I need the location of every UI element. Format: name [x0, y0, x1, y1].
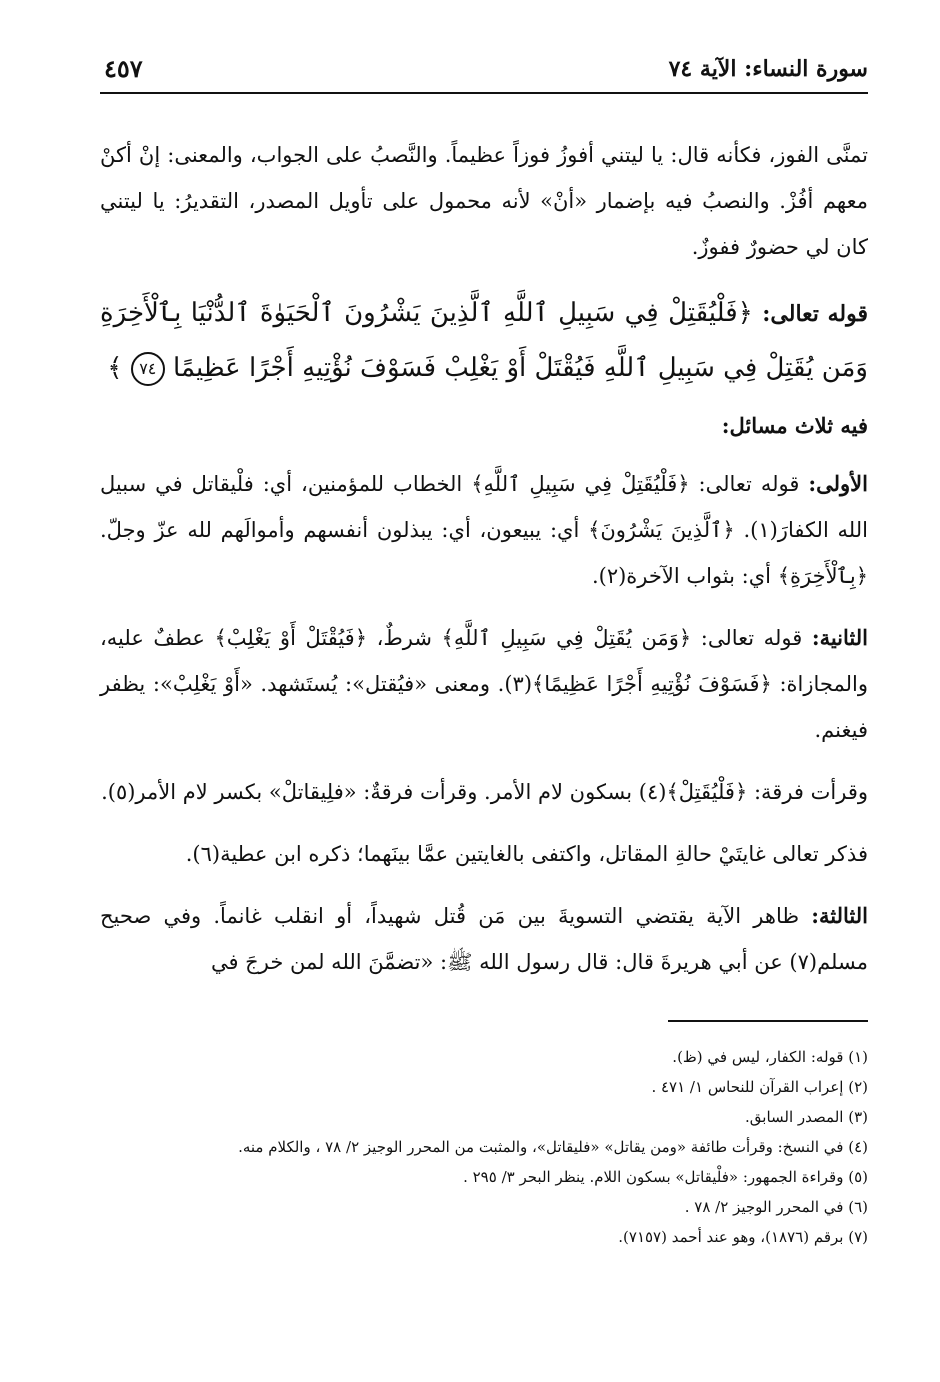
issue-second-text: قوله تعالى: ﴿وَمَن يُقَتِلْ فِي سَبِيلِ ٱللَّهِ﴾ شرطٌ، ﴿فَيُقْتَلْ أَوْ يَغْلِبْ﴾ عطفٌ عليه، والمجازاة: ﴿فَسَوْفَ نُؤْتِيهِ أَجْرًا عَظِيمًا﴾(٣). ومعنى «فيُقتل»: يُستَشهد. «أَوْ يَغْلِبْ»: يظفر فيغنم. [100, 626, 868, 742]
quran-verse-block [100, 286, 868, 395]
section-heading: فيه ثلاث مسائل: [721, 413, 868, 438]
quran-verse-text: ﴿فَلْيُقَتِلْ فِي سَبِيلِ ٱللَّهِ ٱلَّذِينَ يَشْرُونَ ٱلْحَيَوٰةَ ٱلدُّنْيَا بِٱلْأَخِرَةِ وَمَن يُقَتِلْ فِي سَبِيلِ ٱللَّهِ فَيُقْتَلْ أَوْ يَغْلِبْ فَسَوْفَ نُؤْتِيهِ أَجْرًا عَظِيمًا [100, 298, 868, 383]
header-title: سورة النساء: الآية ٧٤ [668, 56, 868, 82]
intro-paragraph: تمنَّى الفوز، فكأنه قال: يا ليتني أفوزُ فوزاً عظيماً. والنَّصبُ على الجواب، والمعنى: إنْ أكنْ معهم أفُزْ. والنصبُ فيه بإضمار «أنْ» لأنه محمول على تأويل المصدر، التقديرُ: يا ليتني كان لي حضورٌ ففوزٌ. [100, 143, 868, 259]
quran-close-bracket: ﴾ [107, 353, 123, 383]
readings-paragraph: وقرأت فرقة: ﴿فَلْيُقَتِلْ﴾(٤) بسكون لام الأمر. وقرأت فرقةٌ: «فلِيقاتلْ» بكسر لام الأمر(٥). [101, 780, 868, 804]
footnote-item: (٤) في النسخ: وقرأت طائفة «ومن يقاتل» «فليقاتل»، والمثبت من المحرر الوجيز ٢/ ٧٨ ، والكلام منه. [238, 1138, 868, 1156]
page-number: ٤٥٧ [104, 54, 143, 83]
issue-second-label: الثانية: [811, 625, 868, 650]
page-body [100, 132, 868, 1001]
issue-first [100, 461, 868, 599]
footnote-item: (٧) برقم (١٨٧٦)، وهو عند أحمد (٧١٥٧). [618, 1228, 868, 1246]
issue-first-label: الأولى: [808, 471, 868, 496]
footnote-item: (٦) في المحرر الوجيز ٢/ ٧٨ . [684, 1198, 868, 1216]
quran-intro: قوله تعالى: [762, 301, 869, 327]
footnote-item: (٥) وقراءة الجمهور: «فلْيقاتل» بسكون اللام. ينظر البحر ٣/ ٢٩٥ . [463, 1168, 868, 1186]
footnotes-list [100, 1042, 868, 1252]
issue-third-text: ظاهر الآية يقتضي التسويةَ بين مَن قُتل شهيداً، أو انقلب غانماً. وفي صحيح مسلم(٧) عن أبي هريرةَ قال: قال رسول الله ﷺ: «تضمَّنَ الله لمن خرجَ في [100, 904, 868, 974]
issue-third-label: الثالثة: [811, 903, 868, 928]
footnote-item: (٢) إعراب القرآن للنحاس ١/ ٤٧١ . [651, 1078, 868, 1096]
issue-second [100, 615, 868, 753]
aya-number-icon: ٧٤ [131, 352, 165, 386]
footnote-item: (٣) المصدر السابق. [745, 1108, 868, 1126]
footnote-item: (١) قوله: الكفار، ليس في (ظ). [672, 1048, 868, 1066]
issue-third [100, 893, 868, 985]
mention-paragraph: فذكر تعالى غايتَيْ حالةِ المقاتل، واكتفى بالغايتين عمَّا بينَهما؛ ذكره ابن عطية(٦). [185, 842, 868, 866]
issue-first-text: قوله تعالى: ﴿فَلْيُقَتِلْ فِي سَبِيلِ ٱللَّهِ﴾ الخطاب للمؤمنين، أي: فلْيقاتل في سبيل الله الكفارَ(١). ﴿ٱلَّذِينَ يَشْرُونَ﴾ أي: يبيعون، أي: يبذلون أنفسهم وأموالَهم لله عزّ وجلّ. ﴿بِٱلْأَخِرَةِ﴾ أي: بثواب الآخرة(٢). [100, 472, 868, 588]
page-header [100, 52, 868, 94]
footnote-separator [668, 1020, 868, 1022]
